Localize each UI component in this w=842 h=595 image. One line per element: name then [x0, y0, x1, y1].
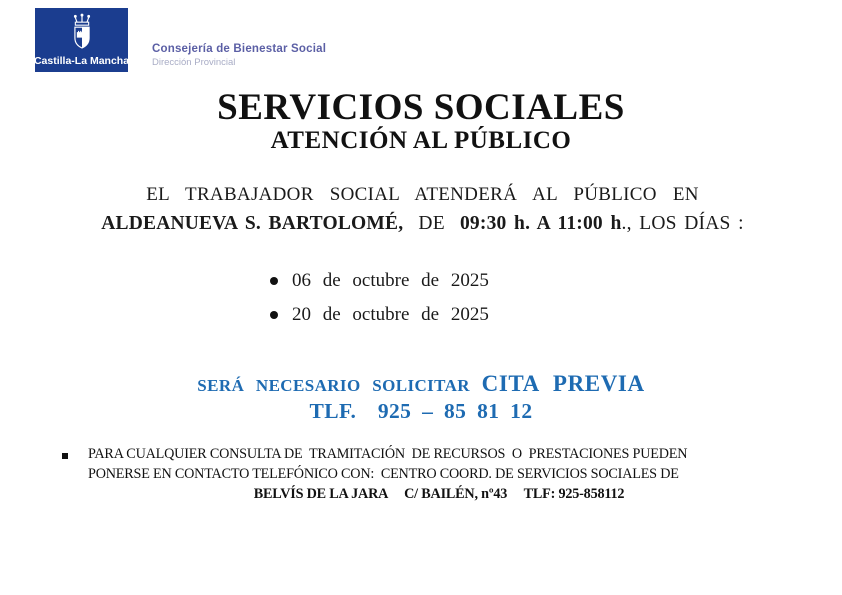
square-bullet-icon — [62, 453, 68, 459]
crown-shield-icon — [64, 13, 100, 53]
appointment-phone: TLF. 925 – 85 81 12 — [309, 399, 533, 423]
footer-line-1: PARA CUALQUIER CONSULTA DE TRAMITACIÓN DE RECURSOS O PRESTACIONES PUEDEN — [88, 446, 688, 462]
page-subtitle: ATENCIÓN AL PÚBLICO — [270, 127, 572, 154]
intro-paragraph — [98, 184, 747, 235]
org-subtitle-text: Dirección Provincial — [152, 57, 236, 68]
date-text: 06 de octubre de 2025 — [292, 270, 489, 291]
castilla-la-mancha-logo — [35, 8, 128, 72]
logo-brand-text: Castilla-La Mancha — [33, 55, 130, 67]
dates-list — [270, 268, 489, 336]
intro-line-1: EL TRABAJADOR SOCIAL ATENDERÁ AL PÚBLICO EN — [146, 184, 699, 205]
footer-note — [88, 444, 790, 504]
intro-hours-bold: 09:30 h. A 11:00 h — [459, 213, 622, 234]
appointment-lead-text: SERÁ NECESARIO SOLICITAR — [197, 376, 482, 395]
intro-de-text: DE — [403, 213, 460, 234]
appointment-highlight-text: CITA PREVIA — [481, 371, 645, 396]
list-item — [270, 302, 489, 336]
bullet-icon — [270, 277, 278, 285]
intro-line-2 — [98, 213, 747, 235]
intro-location-bold: ALDEANUEVA S. BARTOLOMÉ, — [101, 213, 404, 234]
page-title: SERVICIOS SOCIALES — [217, 87, 625, 128]
bullet-icon — [270, 311, 278, 319]
date-text: 20 de octubre de 2025 — [292, 304, 489, 325]
appointment-notice — [0, 371, 842, 397]
list-item — [270, 268, 489, 302]
org-name-text: Consejería de Bienestar Social — [152, 43, 327, 55]
org-header — [152, 43, 326, 68]
footer-line-2: PONERSE EN CONTACTO TELEFÓNICO CON: CENTRO COORD. DE SERVICIOS SOCIALES DE — [88, 466, 679, 482]
footer-line-3: BELVÍS DE LA JARA C/ BAILÉN, nº43 TLF: 925-858112 — [253, 486, 625, 502]
intro-days-text: ., LOS DÍAS : — [621, 213, 744, 234]
